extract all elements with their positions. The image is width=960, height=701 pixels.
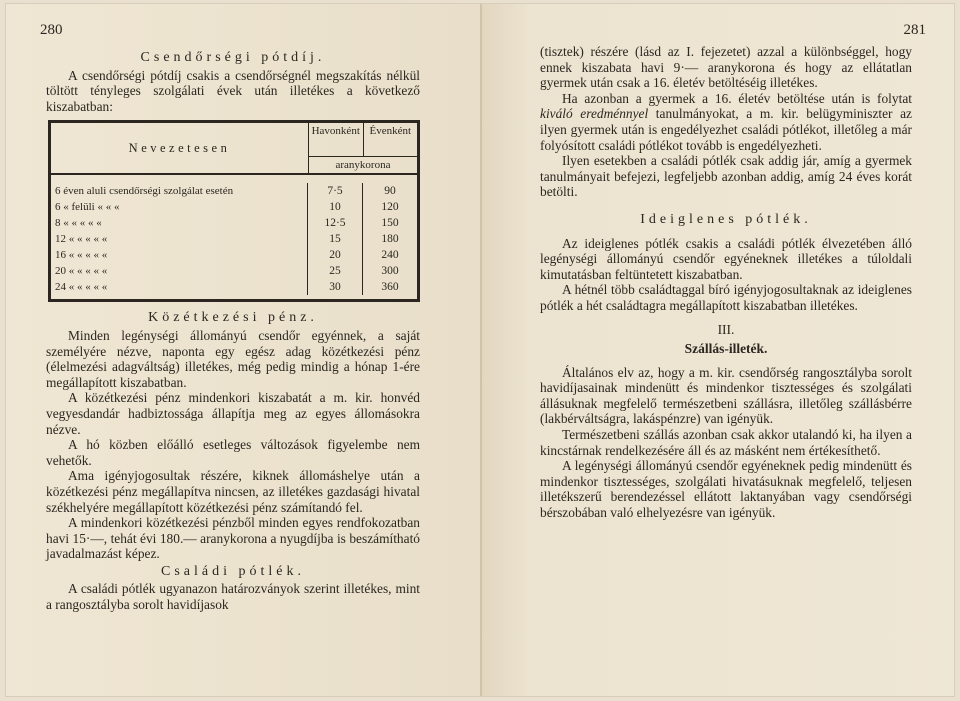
table-row: 24 « « « « « 30 360 [51, 279, 417, 295]
page-number: 281 [903, 22, 926, 38]
paragraph: Természetbeni szállás azonban csak akkor utalandó ki, ha ilyen a kincstárnak rendelkezésére áll és az másként nem értékesíthető. [540, 427, 912, 458]
paragraph: A legénységi állományú csendőr egyéneknek pedig mindenütt és mindenkor tisztességes, szolgálati hivatásuknak megfelelő, teljesen illetékszerű berendezéssel ellátott laktanyában vagy csendőrségi bérszobában való elhelyezésre van igényük. [540, 458, 912, 521]
paragraph: Ilyen esetekben a családi pótlék csak addig jár, amíg a gyermek tanulmányait befejezi, legfeljebb azonban addig, amíg 24 éves korát betölti. [540, 153, 912, 200]
section-heading: Csendőrségi pótdíj. [140, 50, 326, 65]
table-row: 16 « « « « « 20 240 [51, 247, 417, 263]
allowance-table [48, 120, 420, 302]
section-heading: Családi pótlék. [161, 563, 305, 579]
right-page [482, 4, 954, 696]
column-header-yearly: Évenként [369, 125, 412, 138]
column-header-name: Nevezetesen [51, 123, 309, 173]
column-header-monthly: Havonként [309, 123, 364, 156]
chapter-title: Szállás-illeték. [684, 341, 768, 357]
paragraph: A közétkezési pénz mindenkori kiszabatát a m. kir. honvéd vegyesdandár hadbiztossága állapítja meg az egyes állomásokra nézve. [46, 390, 420, 437]
paragraph: (tisztek) részére (lásd az I. fejezetet) azzal a különbséggel, hogy ennek kiszabata havi 9·— aranykorona és hogy az ellátatlan gyermek után csak a 16. életév betöltéséig illetékes. [540, 44, 912, 91]
column-unit: aranykorona [335, 159, 391, 172]
section-heading: Ideiglenes pótlék. [640, 211, 812, 227]
paragraph: Általános elv az, hogy a m. kir. csendőrség rangosztályba sorolt havidíjasainak mindenütt és mindenkor tisztességes és szolgálati állásuknak megfelelő természetbeni szállásra, illetőleg szállásbérre (lakbérváltságra, lakáspénzre) van igényük. [540, 364, 912, 427]
paragraph: Az ideiglenes pótlék csakis a családi pótlék élvezetében álló legénységi állományú csendőr egyéneknek illetékes a túloldali kimutatásban feltüntetett kiszabatban. [540, 235, 912, 282]
left-page [6, 4, 482, 696]
book-spread [6, 4, 954, 696]
table-row: 8 « « « « « 12·5 150 [51, 215, 417, 231]
table-row: 20 « « « « « 25 300 [51, 263, 417, 279]
paragraph: Ha azonban a gyermek a 16. életév betöltése után is folytat kiváló eredménnyel tanulmányokat, a m. kir. belügyminiszter az ilyen gyermek után is engedélyezhet családi pótlékot, illetőleg a már folyósított családi pótlékot tovább is engedélyezheti. [540, 90, 912, 153]
table-row: 12 « « « « « 15 180 [51, 231, 417, 247]
table-body [51, 175, 417, 299]
paragraph: A mindenkori közétkezési pénzből minden egyes rendfokozatban havi 15·—, tehát évi 180.— aranykorona a nyugdíjba is beszámítható javadalmazást képez. [46, 515, 420, 562]
paragraph: A hétnél több családtaggal bíró igényjogosultaknak az ideiglenes pótlék a hét családtagra megállapított kiszabatban illetékes. [540, 282, 912, 313]
page-number: 280 [40, 22, 63, 38]
paragraph: A csendőrségi pótdíj csakis a csendőrségnél megszakítás nélkül töltött tényleges szolgálati évek után illetékes a következő kiszabatban: [46, 67, 420, 114]
paragraph: A hó közben előálló esetleges változások figyelembe nem vehetők. [46, 437, 420, 468]
emphasis: kiváló eredménnyel [540, 106, 649, 122]
chapter-number: III. [717, 321, 735, 337]
left-page-text [46, 48, 420, 613]
paragraph: Minden legénységi állományú csendőr egyénnek, a saját személyére nézve, naponta egy egész adag közétkezési pénz (élelmezési adagváltság) illetékes, még pedig mindig a hónap 1-ére megállapított kiszabatban. [46, 327, 420, 390]
right-page-text [540, 44, 912, 521]
table-header [51, 123, 417, 175]
table-row: 6 « felüli « « « 10 120 [51, 199, 417, 215]
paragraph: Ama igényjogosultak részére, kiknek állomáshelye után a közétkezési pénz megállapítva nincsen, az illetékes gazdasági hivatal székhelyére megállapított közétkezési pénz számítandó fel. [46, 468, 420, 515]
paragraph: A családi pótlék ugyanazon határozványok szerint illetékes, mint a rangosztályba sorolt havidíjasok [46, 581, 420, 613]
section-heading: Közétkezési pénz. [148, 310, 318, 326]
table-row: 6 éven aluli csendőrségi szolgálat esetén 7·5 90 [51, 183, 417, 199]
